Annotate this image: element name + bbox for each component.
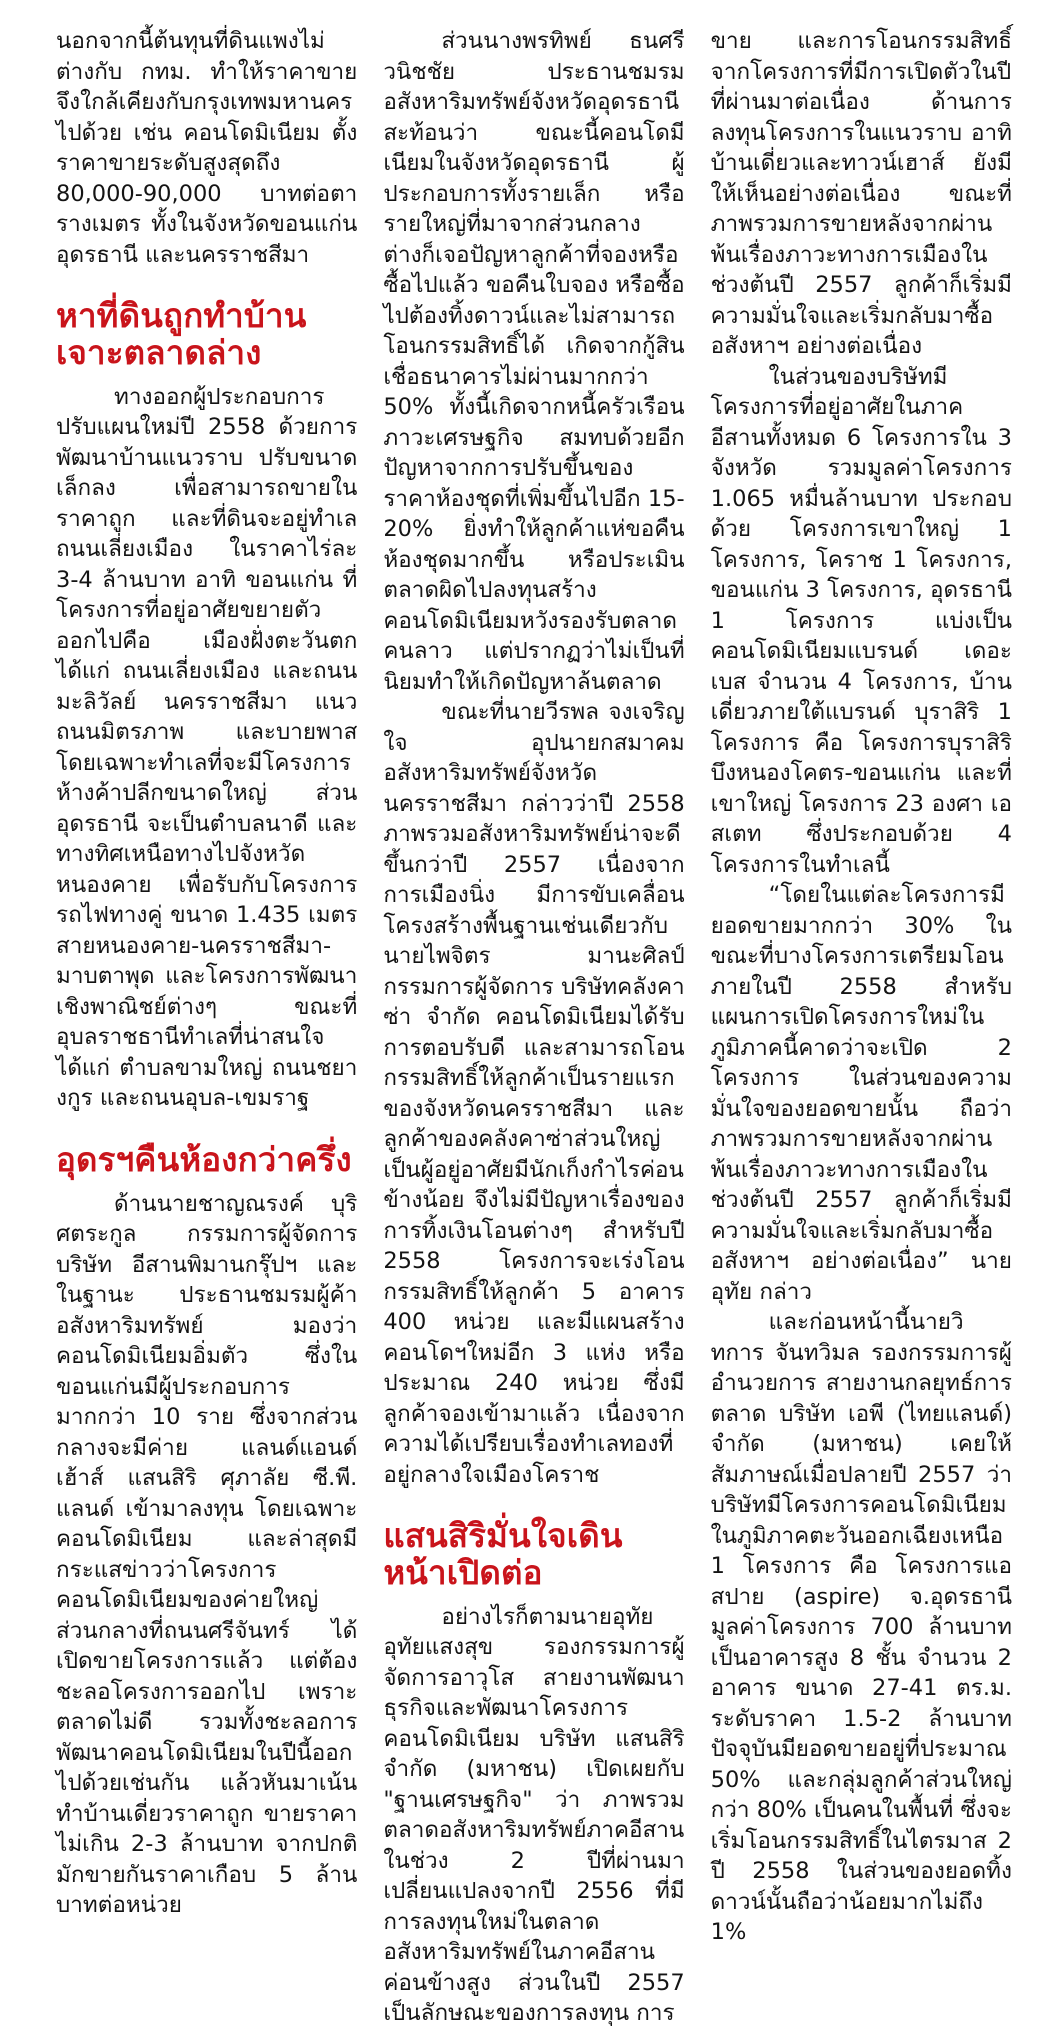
body-paragraph: ขณะที่นายวีรพล จงเจริญใจ อุปนายกสมาคมอสังหาริมทรัพย์จังหวัดนครราชสีมา กล่าวว่าปี 2558 ภาพรวมอสังหาริมทรัพย์น่าจะดีขึ้นกว่าปี 2557 เนื่องจากการเมืองนิ่ง มีการขับเคลื่อนโครงสร้างพื้นฐานเช่นเดียวกับนายไพจิตร มานะศิลป์ กรรมการผู้จัดการ บริษัทคลังคาซ่า จำกัด คอนโดมิเนียมได้รับการตอบรับดี และสามารถโอนกรรมสิทธิ์ให้ลูกค้าเป็นรายแรกของจังหวัดนครราชสีมา และลูกค้าของคลังคาซ่าส่วนใหญ่เป็นผู้อยู่อาศัยมีนักเก็งกำไรค่อนข้างน้อย จึงไม่มีปัญหาเรื่องของการทิ้งเงินโอนต่างๆ สำหรับปี 2558 โครงการจะเร่งโอนกรรมสิทธิ์ให้ลูกค้า 5 อาคาร 400 หน่วย และมีแผนสร้างคอนโดฯใหม่อีก 3 แห่ง หรือประมาณ 240 หน่วย ซึ่งมีลูกค้าจองเข้ามาแล้ว เนื่องจากความได้เปรียบเรื่องทำเลทองที่อยู่กลางใจเมืองโคราช [383,699,685,1488]
body-paragraph: และก่อนหน้านี้นายวิทการ จันทวิมล รองกรรมการผู้อำนวยการ สายงานกลยุทธ์การตลาด บริษัท เอพี (ไทยแลนด์) จำกัด (มหาชน) เคยให้สัมภาษณ์เมื่อปลายปี 2557 ว่า บริษัทมีโครงการคอนโดมิเนียมในภูมิภาคตะวันออกเฉียงเหนือ 1 โครงการ คือ โครงการแอสปาย (aspire) จ.อุดรธานี มูลค่าโครงการ 700 ล้านบาท เป็นอาคารสูง 8 ชั้น จำนวน 2 อาคาร ขนาด 27-41 ตร.ม. ระดับราคา 1.5-2 ล้านบาท ปัจจุบันมียอดขายอยู่ที่ประมาณ 50% และกลุ่มลูกค้าส่วนใหญ่กว่า 80% เป็นคนในพื้นที่ ซึ่งจะเริ่มโอนกรรมสิทธิ์ในไตรมาส 2 ปี 2558 ในส่วนของยอดทิ้งดาวน์นั้นถือว่าน้อยมากไม่ถึง 1% [710,1309,1012,1945]
body-paragraph: ขาย และการโอนกรรมสิทธิ์ จากโครงการที่มีการเปิดตัวในปีที่ผ่านมาต่อเนื่อง ด้านการลงทุนโครงการในแนวราบ อาทิ บ้านเดี่ยวและทาวน์เฮาส์ ยังมีให้เห็นอย่างต่อเนื่อง ขณะที่ภาพรวมการขายหลังจากผ่านพ้นเรื่องภาวะทางการเมืองในช่วงต้นปี 2557 ลูกค้าก็เริ่มมีความมั่นใจและเริ่มกลับมาซื้ออสังหาฯ อย่างต่อเนื่อง [710,28,1012,359]
body-paragraph: ส่วนนางพรทิพย์ ธนศรีวนิชชัย ประธานชมรมอสังหาริมทรัพย์จังหวัดอุดรธานี สะท้อนว่า ขณะนี้คอนโดมีเนียมในจังหวัดอุดรธานี ผู้ประกอบการทั้งรายเล็ก หรือรายใหญ่ที่มาจากส่วนกลาง ต่างก็เจอปัญหาลูกค้าที่จองหรือซื้อไปแล้ว ขอคืนใบจอง หรือซื้อไปต้องทิ้งดาวน์และไม่สามารถโอนกรรมสิทธิ์ได้ เกิดจากกู้สินเชื่อธนาคารไม่ผ่านมากกว่า 50% ทั้งนี้เกิดจากหนี้ครัวเรือน ภาวะเศรษฐกิจ สมทบด้วยอีกปัญหาจากการปรับขึ้นของราคาห้องชุดที่เพิ่มขึ้นไปอีก 15-20% ยิ่งทำให้ลูกค้าแห่ขอคืนห้องชุดมากขึ้น หรือประเมินตลาดผิดไปลงทุนสร้างคอนโดมิเนียมหวังรองรับตลาดคนลาว แต่ปรากฏว่าไม่เป็นที่นิยมทำให้เกิดปัญหาล้นตลาด [383,28,685,695]
body-paragraph: นอกจากนี้ต้นทุนที่ดินแพงไม่ต่างกับ กทม. ทำให้ราคาขายจึงใกล้เคียงกับกรุงเทพมหานครไปด้วย เช่น คอนโดมิเนียม ตั้งราคาขายระดับสูงสุดถึง 80,000-90,000 บาทต่อตารางเมตร ทั้งในจังหวัดขอนแก่น อุดรธานี และนครราชสีมา [56,28,358,268]
article-column-3 [710,26,1012,1945]
article-column-2 [383,26,685,2027]
quote-paragraph: “โดยในแต่ละโครงการมียอดขายมากกว่า 30% ในขณะที่บางโครงการเตรียมโอนภายในปี 2558 สำหรับแผนการเปิดโครงการใหม่ในภูมิภาคนี้คาดว่าจะเปิด 2 โครงการ ในส่วนของความมั่นใจของยอดขายนั้น ถือว่าภาพรวมการขายหลังจากผ่านพ้นเรื่องภาวะทางการเมืองในช่วงต้นปี 2557 ลูกค้าก็เริ่มมีความมั่นใจและเริ่มกลับมาซื้ออสังหาฯ อย่างต่อเนื่อง” นายอุทัย กล่าว [710,882,1012,1305]
body-paragraph: ในส่วนของบริษัทมีโครงการที่อยู่อาศัยในภาคอีสานทั้งหมด 6 โครงการใน 3 จังหวัด รวมมูลค่าโครงการ 1.065 หมื่นล้านบาท ประกอบด้วย โครงการเขาใหญ่ 1 โครงการ, โคราช 1 โครงการ, ขอนแก่น 3 โครงการ, อุดรธานี 1 โครงการ แบ่งเป็น คอนโดมิเนียมแบรนด์ เดอะ เบส จำนวน 4 โครงการ, บ้านเดี่ยวภายใต้แบรนด์ บุราสิริ 1 โครงการ คือ โครงการบุราสิริ บึงหนองโคตร-ขอนแก่น และที่เขาใหญ่ โครงการ 23 องศา เอสเตท ซึ่งประกอบด้วย 4 โครงการในทำเลนี้ [710,363,1012,878]
section-heading-udon-returns-half-units: อุดรฯคืนห้องกว่าครึ่ง [56,1139,352,1179]
article-column-1 [56,26,358,1919]
body-paragraph: ด้านนายชาญณรงค์ บุริศตระกูล กรรมการผู้จัดการ บริษัท อีสานพิมานกรุ๊ปฯ และในฐานะ ประธานชมรมผู้ค้าอสังหาริมทรัพย์ มองว่า คอนโดมิเนียมอิ่มตัว ซึ่งในขอนแก่นมีผู้ประกอบการมากกว่า 10 ราย ซึ่งจากส่วนกลางจะมีค่าย แลนด์แอนด์เฮ้าส์ แสนสิริ ศุภาลัย ซี.พี. แลนด์ เข้ามาลงทุน โดยเฉพาะคอนโดมิเนียม และล่าสุดมีกระแสข่าวว่าโครงการคอนโดมิเนียมของค่ายใหญ่ส่วนกลางที่ถนนศรีจันทร์ ได้เปิดขายโครงการแล้ว แต่ต้องชะลอโครงการออกไป เพราะตลาดไม่ดี รวมทั้งชะลอการพัฒนาคอนโดมิเนียมในปีนี้ออกไปด้วยเช่นกัน แล้วหันมาเน้นทำบ้านเดี่ยวราคาถูก ขายราคาไม่เกิน 2-3 ล้านบาท จากปกติมักขายกันราคาเกือบ 5 ล้านบาทต่อหน่วย [56,1190,358,1919]
body-paragraph: อย่างไรก็ตามนายอุทัย อุทัยแสงสุข รองกรรมการผู้จัดการอาวุโส สายงานพัฒนาธุรกิจและพัฒนาโครงการคอนโดมิเนียม บริษัท แสนสิริ จำกัด (มหาชน) เปิดเผยกับ "ฐานเศรษฐกิจ" ว่า ภาพรวมตลาดอสังหาริมทรัพย์ภาคอีสาน ในช่วง 2 ปีที่ผ่านมา เปลี่ยนแปลงจากปี 2556 ที่มีการลงทุนใหม่ในตลาดอสังหาริมทรัพย์ในภาคอีสานค่อนข้างสูง ส่วนในปี 2557 เป็นลักษณะของการลงทุน การ [383,1603,685,2027]
section-heading-sansiri-confident: แสนสิริมั่นใจเดินหน้าเปิดต่อ [383,1516,623,1592]
section-heading-cheap-land-lower-market: หาที่ดินถูกทำบ้านเจาะตลาดล่าง [56,296,307,372]
body-paragraph: ทางออกผู้ประกอบการปรับแผนใหม่ปี 2558 ด้วยการพัฒนาบ้านแนวราบ ปรับขนาดเล็กลง เพื่อสามารถขายในราคาถูก และที่ดินจะอยู่ทำเลถนนเลี่ยงเมือง ในราคาไร่ละ 3-4 ล้านบาท อาทิ ขอนแก่น ที่โครงการที่อยู่อาศัยขยายตัวออกไปคือ เมืองฝั่งตะวันตก ได้แก่ ถนนเลี่ยงเมือง และถนนมะลิวัลย์ นครราชสีมา แนวถนนมิตรภาพ และบายพาส โดยเฉพาะทำเลที่จะมีโครงการห้างค้าปลีกขนาดใหญ่ ส่วนอุดรธานี จะเป็นตำบลนาดี และทางทิศเหนือทางไปจังหวัดหนองคาย เพื่อรับกับโครงการรถไฟทางคู่ ขนาด 1.435 เมตร สายหนองคาย-นครราชสีมา-มาบตาพุด และโครงการพัฒนาเชิงพาณิชย์ต่างๆ ขณะที่อุบลราชธานีทำเลที่น่าสนใจ ได้แก่ ตำบลขามใหญ่ ถนนชยางกูร และถนนอุบล-เขมราฐ [56,383,358,1112]
